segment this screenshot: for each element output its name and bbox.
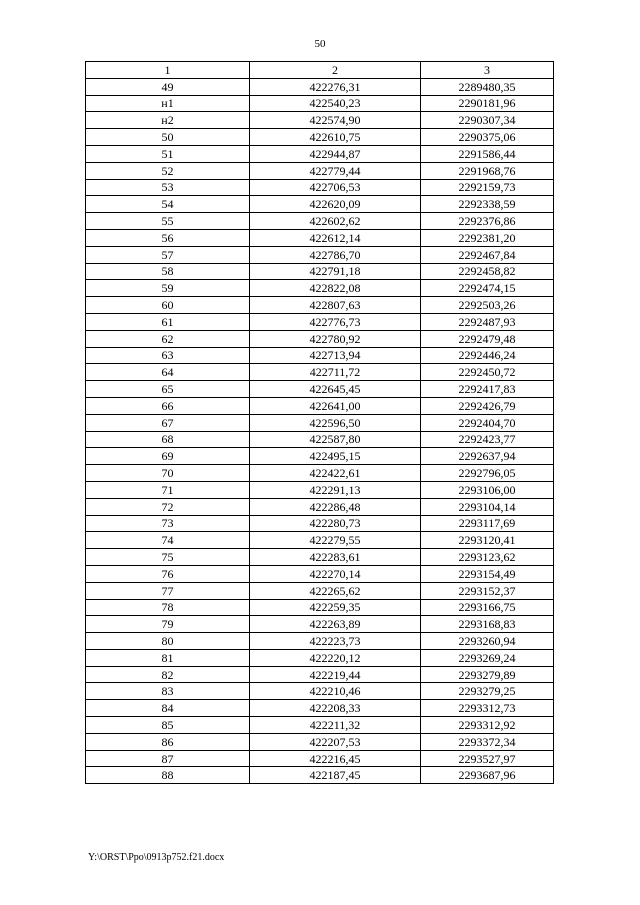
table-row [86,549,554,566]
table-row [86,465,554,482]
cell-x-coordinate: 422259,35 [250,599,421,616]
cell-y-coordinate: 2293154,49 [421,565,554,582]
cell-y-coordinate: 2293117,69 [421,515,554,532]
cell-point-number: 81 [86,649,250,666]
cell-x-coordinate: 422587,80 [250,431,421,448]
cell-y-coordinate: 2293104,14 [421,498,554,515]
cell-point-number: 68 [86,431,250,448]
cell-x-coordinate: 422495,15 [250,448,421,465]
cell-point-number: 79 [86,616,250,633]
cell-y-coordinate: 2293372,34 [421,733,554,750]
cell-x-coordinate: 422612,14 [250,229,421,246]
cell-x-coordinate: 422208,33 [250,700,421,717]
cell-point-number: 57 [86,246,250,263]
cell-y-coordinate: 2293312,92 [421,717,554,734]
cell-x-coordinate: 422791,18 [250,263,421,280]
cell-point-number: 63 [86,347,250,364]
cell-y-coordinate: 2292467,84 [421,246,554,263]
cell-x-coordinate: 422210,46 [250,683,421,700]
cell-y-coordinate: 2293168,83 [421,616,554,633]
cell-y-coordinate: 2289480,35 [421,78,554,95]
table-row [86,297,554,314]
header-cell-x: 2 [250,62,421,79]
cell-y-coordinate: 2291586,44 [421,145,554,162]
cell-point-number: 49 [86,78,250,95]
cell-point-number: 58 [86,263,250,280]
table-row [86,330,554,347]
coordinates-table [85,61,554,784]
cell-y-coordinate: 2290375,06 [421,129,554,146]
cell-x-coordinate: 422280,73 [250,515,421,532]
table-row [86,565,554,582]
table-row [86,599,554,616]
cell-point-number: 65 [86,381,250,398]
cell-x-coordinate: 422574,90 [250,112,421,129]
cell-point-number: 75 [86,549,250,566]
cell-point-number: 67 [86,414,250,431]
cell-x-coordinate: 422602,62 [250,213,421,230]
cell-y-coordinate: 2292487,93 [421,313,554,330]
cell-x-coordinate: 422540,23 [250,95,421,112]
table-row [86,78,554,95]
cell-y-coordinate: 2292381,20 [421,229,554,246]
cell-x-coordinate: 422779,44 [250,162,421,179]
cell-y-coordinate: 2290181,96 [421,95,554,112]
table-row [86,229,554,246]
cell-point-number: 51 [86,145,250,162]
table-row [86,313,554,330]
cell-x-coordinate: 422220,12 [250,649,421,666]
cell-point-number: 74 [86,532,250,549]
cell-x-coordinate: 422807,63 [250,297,421,314]
cell-x-coordinate: 422223,73 [250,633,421,650]
table-row [86,498,554,515]
page-number: 50 [314,38,326,50]
table-row [86,95,554,112]
table-body [86,78,554,783]
table-row [86,129,554,146]
cell-y-coordinate: 2292423,77 [421,431,554,448]
cell-x-coordinate: 422780,92 [250,330,421,347]
cell-point-number: 78 [86,599,250,616]
table-row [86,431,554,448]
cell-y-coordinate: 2293279,89 [421,666,554,683]
table-row [86,733,554,750]
cell-x-coordinate: 422291,13 [250,481,421,498]
table-row [86,196,554,213]
cell-y-coordinate: 2293123,62 [421,549,554,566]
cell-y-coordinate: 2290307,34 [421,112,554,129]
cell-point-number: 84 [86,700,250,717]
cell-point-number: 56 [86,229,250,246]
cell-x-coordinate: 422216,45 [250,750,421,767]
table-row [86,633,554,650]
cell-point-number: 55 [86,213,250,230]
cell-x-coordinate: 422596,50 [250,414,421,431]
cell-point-number: 88 [86,767,250,784]
table-row [86,666,554,683]
cell-y-coordinate: 2292474,15 [421,280,554,297]
cell-point-number: н1 [86,95,250,112]
cell-y-coordinate: 2293312,73 [421,700,554,717]
table-row [86,767,554,784]
cell-x-coordinate: 422620,09 [250,196,421,213]
cell-point-number: 52 [86,162,250,179]
cell-point-number: н2 [86,112,250,129]
cell-x-coordinate: 422187,45 [250,767,421,784]
table-row [86,381,554,398]
table-row [86,649,554,666]
cell-point-number: 87 [86,750,250,767]
cell-y-coordinate: 2292338,59 [421,196,554,213]
table-row [86,700,554,717]
cell-x-coordinate: 422211,32 [250,717,421,734]
table-row [86,717,554,734]
cell-point-number: 77 [86,582,250,599]
table-row [86,481,554,498]
cell-x-coordinate: 422283,61 [250,549,421,566]
cell-point-number: 85 [86,717,250,734]
cell-y-coordinate: 2292458,82 [421,263,554,280]
table-row [86,145,554,162]
table-row [86,397,554,414]
header-cell-y: 3 [421,62,554,79]
cell-y-coordinate: 2292450,72 [421,364,554,381]
cell-point-number: 83 [86,683,250,700]
cell-point-number: 61 [86,313,250,330]
cell-y-coordinate: 2293106,00 [421,481,554,498]
cell-point-number: 69 [86,448,250,465]
cell-y-coordinate: 2293687,96 [421,767,554,784]
cell-point-number: 50 [86,129,250,146]
table-header [86,62,554,79]
table-row [86,280,554,297]
table-row [86,246,554,263]
table-row [86,414,554,431]
cell-point-number: 62 [86,330,250,347]
cell-x-coordinate: 422713,94 [250,347,421,364]
table-row [86,448,554,465]
cell-y-coordinate: 2293120,41 [421,532,554,549]
cell-x-coordinate: 422944,87 [250,145,421,162]
header-cell-point: 1 [86,62,250,79]
cell-point-number: 73 [86,515,250,532]
cell-y-coordinate: 2292404,70 [421,414,554,431]
cell-y-coordinate: 2292376,86 [421,213,554,230]
cell-x-coordinate: 422286,48 [250,498,421,515]
cell-y-coordinate: 2292503,26 [421,297,554,314]
table-row [86,683,554,700]
table-row [86,179,554,196]
cell-y-coordinate: 2292637,94 [421,448,554,465]
cell-x-coordinate: 422786,70 [250,246,421,263]
cell-point-number: 70 [86,465,250,482]
cell-x-coordinate: 422263,89 [250,616,421,633]
cell-x-coordinate: 422641,00 [250,397,421,414]
cell-y-coordinate: 2291968,76 [421,162,554,179]
cell-x-coordinate: 422219,44 [250,666,421,683]
cell-x-coordinate: 422610,75 [250,129,421,146]
table-row [86,263,554,280]
table-row [86,112,554,129]
cell-point-number: 86 [86,733,250,750]
table-row [86,515,554,532]
cell-y-coordinate: 2292446,24 [421,347,554,364]
cell-y-coordinate: 2293279,25 [421,683,554,700]
cell-point-number: 53 [86,179,250,196]
cell-x-coordinate: 422276,31 [250,78,421,95]
cell-x-coordinate: 422776,73 [250,313,421,330]
table-header-row [86,62,554,79]
cell-x-coordinate: 422706,53 [250,179,421,196]
cell-x-coordinate: 422645,45 [250,381,421,398]
cell-x-coordinate: 422711,72 [250,364,421,381]
cell-x-coordinate: 422270,14 [250,565,421,582]
table-row [86,616,554,633]
cell-y-coordinate: 2292426,79 [421,397,554,414]
cell-y-coordinate: 2292479,48 [421,330,554,347]
cell-x-coordinate: 422422,61 [250,465,421,482]
cell-point-number: 80 [86,633,250,650]
cell-point-number: 82 [86,666,250,683]
footer-file-path: Y:\ORST\Ppo\0913p752.f21.docx [88,852,225,863]
cell-point-number: 54 [86,196,250,213]
cell-point-number: 66 [86,397,250,414]
cell-point-number: 71 [86,481,250,498]
cell-y-coordinate: 2293269,24 [421,649,554,666]
cell-point-number: 59 [86,280,250,297]
cell-x-coordinate: 422265,62 [250,582,421,599]
cell-y-coordinate: 2293260,94 [421,633,554,650]
cell-y-coordinate: 2293166,75 [421,599,554,616]
table-row [86,582,554,599]
table-row [86,347,554,364]
cell-y-coordinate: 2292417,83 [421,381,554,398]
cell-point-number: 60 [86,297,250,314]
table-row [86,364,554,381]
cell-point-number: 72 [86,498,250,515]
table-row [86,532,554,549]
cell-x-coordinate: 422279,55 [250,532,421,549]
cell-point-number: 76 [86,565,250,582]
cell-y-coordinate: 2293152,37 [421,582,554,599]
cell-y-coordinate: 2292796,05 [421,465,554,482]
table-row [86,213,554,230]
cell-point-number: 64 [86,364,250,381]
table-row [86,750,554,767]
cell-x-coordinate: 422822,08 [250,280,421,297]
cell-x-coordinate: 422207,53 [250,733,421,750]
cell-y-coordinate: 2293527,97 [421,750,554,767]
cell-y-coordinate: 2292159,73 [421,179,554,196]
table-row [86,162,554,179]
